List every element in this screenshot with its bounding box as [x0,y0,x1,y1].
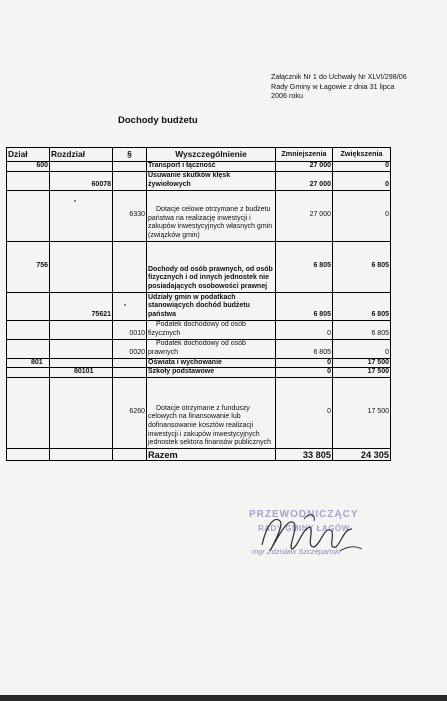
cell-zwiekszenia: 0 [333,171,391,190]
stamp-line-name: mgr Zdzisław Szczepański [252,547,341,556]
cell-total-dzial [7,448,50,460]
header-rozdzial: Rozdział [50,148,113,162]
cell-opis: Podatek dochodowy od osób prawnych [147,339,276,358]
cell-paragraf: 6260 [113,377,147,448]
header-dzial: Dział [7,148,50,162]
cell-zmniejszenia: 6 805 [276,292,333,320]
cell-dzial [7,339,50,358]
scan-speck [124,304,126,306]
cell-zmniejszenia: 6 805 [276,339,333,358]
cell-paragraf [113,358,147,368]
cell-dzial: 801 [7,358,50,368]
cell-paragraf [113,368,147,378]
cell-total-rozdzial [50,448,113,460]
cell-zwiekszenia: 6 805 [333,241,391,292]
cell-zwiekszenia: 0 [333,190,391,241]
table-row [7,190,391,241]
cell-dzial: 756 [7,241,50,292]
cell-zmniejszenia: 6 805 [276,241,333,292]
cell-opis: Dochody od osób prawnych, od osób fizycznych i od innych jednostek nie posiadających osobowości prawnej [147,241,276,292]
cell-rozdzial [50,320,113,339]
cell-zmniejszenia: 27 000 [276,162,333,172]
table-row [7,241,391,292]
cell-opis: Podatek dochodowy od osób fizycznych [147,320,276,339]
handwritten-signature [244,507,389,577]
cell-dzial: 600 [7,162,50,172]
cell-rozdzial [50,358,113,368]
cell-zwiekszenia: 17 500 [333,368,391,378]
cell-rozdzial [50,241,113,292]
stamp-line-council: RADY GMINY ŁAGÓW [258,524,350,533]
cell-paragraf [113,292,147,320]
header-zmniejszenia: Zmniejszenia [276,148,333,162]
cell-zmniejszenia: 27 000 [276,171,333,190]
cell-zmniejszenia: 27 000 [276,190,333,241]
cell-rozdzial [50,162,113,172]
cell-opis: Dotacje otrzymane z funduszy celowych na finansowanie lub dofinansowanie kosztów realizacji inwestycji i zakupów inwestycyjnych jednostek sektora finansów publicznych [147,377,276,448]
scan-speck [74,200,76,202]
cell-rozdzial [50,190,113,241]
total-zwiekszenia: 24 305 [333,448,391,460]
cell-paragraf [113,241,147,292]
cell-rozdzial: 60078 [50,171,113,190]
table-header-row [7,148,391,162]
cell-opis: Oświata i wychowanie [147,358,276,368]
cell-opis: Transport i łączność [147,162,276,172]
cell-paragraf [113,171,147,190]
annex-note: Załącznik Nr 1 do Uchwały Nr XLVI/298/06 Rady Gminy w Łagowie z dnia 31 lipca 2006 roku [271,72,407,101]
cell-zmniejszenia: 0 [276,358,333,368]
cell-rozdzial [50,339,113,358]
cell-zwiekszenia: 17 500 [333,358,391,368]
table-row [7,162,391,172]
cell-zwiekszenia: 0 [333,339,391,358]
header-wyszczegolnienie: Wyszczególnienie [147,148,276,162]
cell-opis: Szkoły podstawowe [147,368,276,378]
cell-dzial [7,190,50,241]
cell-zmniejszenia: 0 [276,368,333,378]
cell-zwiekszenia: 17 500 [333,377,391,448]
document-title: Dochody budżetu [118,115,198,126]
cell-opis: Dotacje celowe otrzymane z budżetu państwa na realizację inwestycji i zakupów inwestycyjnych własnych gmin (związków gmin) [147,190,276,241]
cell-dzial [7,377,50,448]
table-row [7,320,391,339]
official-stamp [244,507,389,577]
cell-opis: Udziały gmin w podatkach stanowiących dochód budżetu państwa [147,292,276,320]
cell-dzial [7,292,50,320]
cell-paragraf: 6330 [113,190,147,241]
total-label: Razem [147,448,276,460]
cell-opis: Usuwanie skutków klęsk żywiołowych [147,171,276,190]
cell-total-paragraf [113,448,147,460]
cell-rozdzial: 75621 [50,292,113,320]
cell-zmniejszenia: 0 [276,377,333,448]
table-row [7,368,391,378]
cell-zmniejszenia: 0 [276,320,333,339]
table-row [7,339,391,358]
table-total-row [7,448,391,460]
table-row [7,292,391,320]
cell-dzial [7,368,50,378]
cell-zwiekszenia: 0 [333,162,391,172]
stamp-line-title: PRZEWODNICZĄCY [249,509,359,520]
scan-bottom-edge [0,695,447,701]
table-row [7,377,391,448]
cell-paragraf [113,162,147,172]
cell-dzial [7,171,50,190]
header-zwiekszenia: Zwiększenia [333,148,391,162]
cell-dzial [7,320,50,339]
table-row [7,171,391,190]
budget-table [6,147,391,461]
cell-zwiekszenia: 6 805 [333,320,391,339]
total-zmniejszenia: 33 805 [276,448,333,460]
cell-zwiekszenia: 6 805 [333,292,391,320]
header-paragraf: § [113,148,147,162]
cell-paragraf: 0020 [113,339,147,358]
cell-rozdzial: 80101 [50,368,113,378]
table-row [7,358,391,368]
cell-paragraf: 0010 [113,320,147,339]
cell-rozdzial [50,377,113,448]
